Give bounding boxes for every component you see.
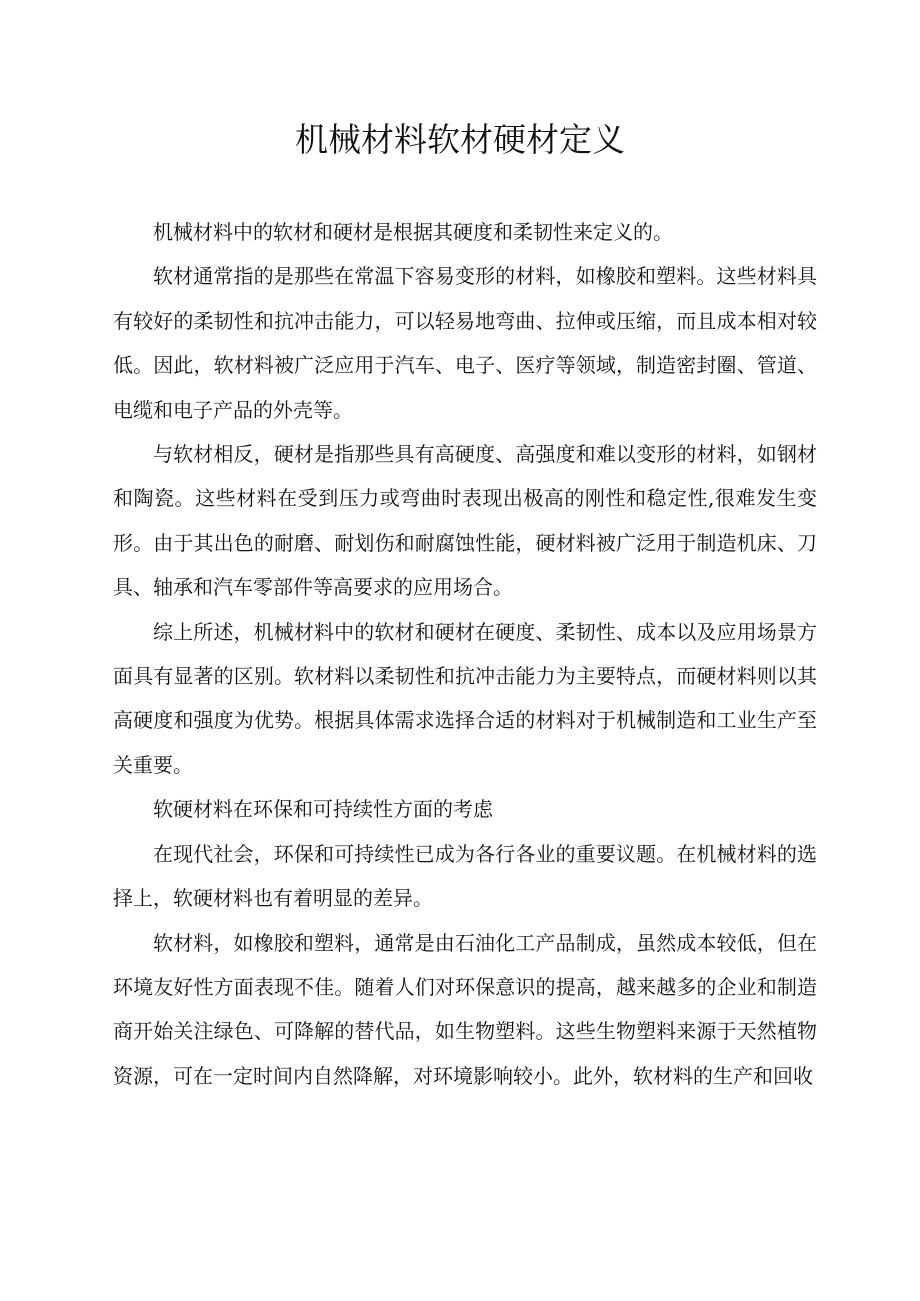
paragraph-soft-environment: 软材料，如橡胶和塑料，通常是由石油化工产品制成，虽然成本较低，但在环境友好性方面表现不佳。随着人们对环保意识的提高，越来越多的企业和制造商开始关注绿色、可降解的替代品，如生物塑料。这些生物塑料来源于天然植物资源，可在一定时间内自然降解，对环境影响较小。此外，软材料的生产和回收: [113, 930, 817, 1088]
paragraph-environment-intro: 在现代社会，环保和可持续性已成为各行各业的重要议题。在机械材料的选择上，软硬材料也有着明显的差异。: [113, 841, 817, 911]
paragraph-soft-materials: 软材通常指的是那些在常温下容易变形的材料，如橡胶和塑料。这些材料具有较好的柔韧性和抗冲击能力，可以轻易地弯曲、拉伸或压缩，而且成本相对较低。因此，软材料被广泛应用于汽车、电子、医疗等领域，制造密封圈、管道、电缆和电子产品的外壳等。: [113, 264, 817, 422]
document-title: 机械材料软材硬材定义: [295, 120, 625, 159]
paragraph-summary: 综上所述，机械材料中的软材和硬材在硬度、柔韧性、成本以及应用场景方面具有显著的区别。软材料以柔韧性和抗冲击能力为主要特点，而硬材料则以其高硬度和强度为优势。根据具体需求选择合适的材料对于机械制造和工业生产至关重要。: [113, 619, 817, 777]
paragraph-intro: 机械材料中的软材和硬材是根据其硬度和柔韧性来定义的。: [153, 220, 673, 244]
paragraph-hard-materials: 与软材相反，硬材是指那些具有高硬度、高强度和难以变形的材料，如钢材和陶瓷。这些材料在受到压力或弯曲时表现出极高的刚性和稳定性,很难发生变形。由于其出色的耐磨、耐划伤和耐腐蚀性能，硬材料被广泛用于制造机床、刀具、轴承和汽车零部件等高要求的应用场合。: [113, 442, 817, 600]
section-heading-environment: 软硬材料在环保和可持续性方面的考虑: [153, 797, 493, 822]
document-body: [113, 210, 817, 1098]
